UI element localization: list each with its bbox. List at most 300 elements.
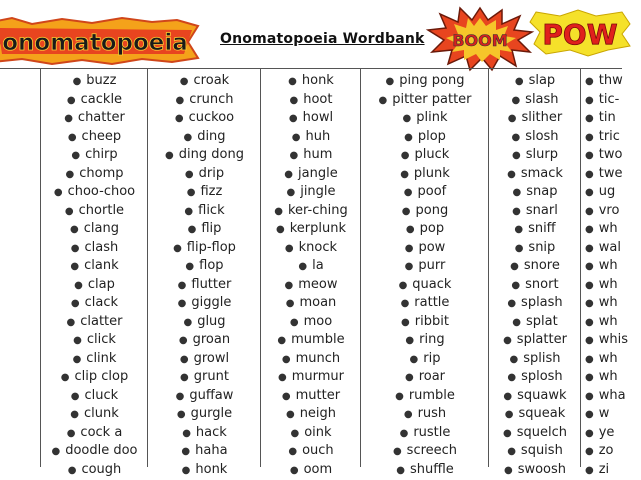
column-1 [40,69,148,477]
bullet-icon: ● [503,390,513,402]
bullet-icon: ● [585,94,594,106]
word-text: wh [598,369,618,384]
word-text: la [312,258,324,273]
bullet-icon: ● [183,131,193,143]
word-item [148,146,261,165]
bullet-icon: ● [585,150,594,161]
bullet-icon: ● [585,224,594,235]
word-item [585,91,641,110]
word-item [261,165,361,184]
bullet-icon: ● [182,427,191,439]
bullet-icon: ● [400,168,409,180]
word-text: vro [598,202,620,218]
bullet-icon: ● [405,224,415,235]
word-text: doodle doo [65,443,138,458]
word-item [41,146,148,165]
bullet-icon: ● [402,113,412,124]
bullet-icon: ● [74,279,83,291]
bullet-icon: ● [512,205,521,217]
bullet-icon: ● [281,353,291,365]
word-item [585,202,641,221]
word-item [0,331,40,350]
word-text: twe [598,165,623,181]
word-item [585,368,641,387]
bullet-icon: ● [503,464,513,476]
word-text: ug [598,184,616,199]
word-item [585,424,641,443]
word-item [361,294,489,313]
word-item [41,387,148,406]
word-text: chomp [79,165,124,181]
bullet-icon: ● [173,242,182,254]
word-item [0,165,40,184]
word-text: jingle [300,184,336,199]
word-item [148,257,261,276]
word-item [148,165,261,184]
bullet-icon: ● [585,409,594,420]
bullet-icon: ● [585,316,594,328]
word-item [361,461,489,480]
word-item [585,109,641,128]
bullet-icon: ● [175,94,185,106]
word-item [261,424,361,443]
word-item [361,183,489,202]
word-text: snarl [525,202,558,218]
bullet-icon: ● [72,353,82,365]
word-item [585,294,641,313]
bullet-icon: ● [65,168,75,180]
bullet-icon: ● [183,316,193,328]
word-text: tic- [598,91,620,107]
word-item [41,313,148,332]
word-text: squawk [517,387,567,403]
word-item [0,72,40,91]
word-text: pong [415,202,449,218]
bullet-icon: ● [585,187,594,198]
bullet-icon: ● [51,446,61,457]
word-text: croak [193,73,230,88]
word-text: clank [84,258,119,273]
bullet-icon: ● [585,168,594,180]
word-item [361,91,489,110]
bullet-icon: ● [503,427,512,439]
word-item [489,276,581,295]
onomatopoeia-logo [0,18,198,64]
word-item [148,276,261,295]
word-item [41,350,148,369]
bullet-icon: ● [400,150,410,161]
bullet-icon: ● [60,372,70,383]
word-item [585,461,641,480]
bullet-icon: ● [72,76,82,87]
column-4 [360,69,489,477]
word-text: rip [423,350,441,366]
word-text: crunch [189,91,234,107]
bullet-icon: ● [404,242,414,254]
bullet-icon: ● [507,298,517,309]
bullet-icon: ● [181,464,191,476]
word-item [0,146,40,165]
bullet-icon: ● [277,372,287,383]
word-text: slash [525,91,559,107]
word-text: wha [598,387,626,403]
word-item [361,257,489,276]
word-item [361,387,489,406]
word-item [261,202,361,221]
word-text: slap [528,73,556,88]
word-item [585,165,641,184]
word-item [361,350,489,369]
word-text: pitter patter [392,91,472,107]
word-item [585,331,641,350]
word-item [489,350,581,369]
word-item [585,220,641,239]
word-text: meow [298,276,338,292]
word-item [41,257,148,276]
word-item [361,165,489,184]
word-text: clap [87,276,115,292]
word-item [585,257,641,276]
bullet-icon: ● [284,242,294,254]
bullet-icon: ● [507,113,517,124]
page-title: Onomatopoeia Wordbank [220,31,425,47]
word-text: shuffle [409,461,454,477]
bullet-icon: ● [401,205,411,217]
word-item [489,146,581,165]
word-item [361,313,489,332]
bullet-icon: ● [512,316,522,328]
word-text: wh [598,313,618,329]
word-text: guffaw [189,387,234,403]
bullet-icon: ● [398,279,408,291]
word-item [41,72,148,91]
bullet-icon: ● [73,335,82,346]
word-item [0,350,40,369]
bullet-icon: ● [70,409,79,420]
bullet-icon: ● [70,298,80,309]
word-text: honk [301,73,334,88]
bullet-icon: ● [286,187,296,198]
word-item [261,350,361,369]
word-text: clack [84,295,119,310]
word-text: rustle [413,424,451,440]
bullet-icon: ● [511,94,521,106]
boom-logo [428,8,532,70]
word-item [261,146,361,165]
word-text: poof [417,184,447,199]
word-text: squelch [516,424,567,440]
bullet-icon: ● [284,168,294,180]
word-item [361,442,489,461]
word-item [489,165,581,184]
word-text: ding [197,128,226,144]
bullet-icon: ● [514,224,524,235]
word-item [0,220,40,239]
word-text: smack [520,165,563,181]
word-item [361,405,489,424]
word-text: snip [528,239,556,255]
word-text: squeak [518,406,566,421]
bullet-icon: ● [53,187,63,198]
word-text: rattle [414,295,450,310]
word-text: jangle [298,165,338,181]
word-item [261,109,361,128]
bullet-icon: ● [181,446,191,457]
word-item [489,294,581,313]
word-text: splish [523,350,561,366]
word-text: splosh [521,369,563,384]
word-item [489,387,581,406]
word-item [489,91,581,110]
word-text: snore [523,258,560,273]
word-item [41,424,148,443]
word-item [148,387,261,406]
word-item [585,442,641,461]
word-text: wh [598,350,618,366]
bullet-icon: ● [585,205,594,217]
header [0,0,622,68]
word-text: ping pong [399,73,465,88]
word-item [148,461,261,480]
word-item [261,368,361,387]
word-text: plop [417,128,446,144]
word-text: wal [598,239,621,255]
word-text: murmur [291,369,344,384]
word-text: splash [521,295,563,310]
bullet-icon: ● [289,316,299,328]
bullet-icon: ● [290,427,300,439]
bullet-icon: ● [165,150,174,161]
word-text: buzz [86,73,117,88]
word-item [0,387,40,406]
bullet-icon: ● [395,390,404,402]
word-item [585,387,641,406]
bullet-icon: ● [512,187,522,198]
bullet-icon: ● [298,261,308,272]
column-3 [260,69,361,477]
bullet-icon: ● [178,335,188,346]
word-text: splatter [516,332,567,347]
word-text: flick [198,202,225,218]
word-item [41,109,148,128]
word-text: two [598,147,623,162]
word-text: howl [302,110,334,125]
bullet-icon: ● [585,335,594,346]
bullet-icon: ● [585,372,594,383]
onomatopoeia-logo-text: onomatopoeia [2,30,188,56]
word-text: fizz [200,184,223,199]
word-text: munch [295,350,341,366]
word-text: hoot [303,91,333,107]
word-item [148,405,261,424]
word-item [261,220,361,239]
word-item [361,202,489,221]
bullet-icon: ● [70,390,80,402]
word-text: ring [419,332,445,347]
word-item [261,442,361,461]
bullet-icon: ● [175,390,185,402]
word-text: squish [520,443,563,458]
word-text: hack [195,424,227,440]
bullet-icon: ● [70,224,79,235]
word-item [41,202,148,221]
word-text: rush [417,406,447,421]
bullet-icon: ● [585,131,594,143]
bullet-icon: ● [585,242,594,254]
bullet-icon: ● [403,409,413,420]
word-item [489,239,581,258]
word-item [361,72,489,91]
word-text: sniff [528,221,556,236]
word-text: giggle [191,295,232,310]
word-item [148,239,261,258]
bullet-icon: ● [392,446,402,457]
bullet-icon: ● [409,353,419,365]
bullet-icon: ● [585,446,594,457]
word-item [0,405,40,424]
column-2 [147,69,261,477]
word-text: wh [598,258,618,273]
word-text: tin [598,110,616,125]
word-item [489,313,581,332]
word-item [489,331,581,350]
word-item [361,368,489,387]
pow-logo-text: POW [542,18,618,51]
column-0 [0,69,40,467]
word-text: ding dong [178,147,244,162]
word-text: groan [192,332,231,347]
word-text: chatter [77,110,125,125]
word-item [0,313,40,332]
word-text: ribbit [414,313,449,329]
word-item [41,276,148,295]
bullet-icon: ● [184,205,194,217]
bullet-icon: ● [288,76,297,87]
word-text: growl [193,350,230,366]
word-text: flop [199,258,224,273]
bullet-icon: ● [585,113,594,124]
word-text: slosh [525,128,559,144]
bullet-icon: ● [503,335,512,346]
word-item [148,72,261,91]
word-item [0,294,40,313]
word-text: mumble [291,332,345,347]
word-item [41,331,148,350]
word-item [148,220,261,239]
word-text: choo-choo [67,184,136,199]
word-text: moo [303,313,333,329]
word-item [261,239,361,258]
word-item [585,146,641,165]
boom-logo-text: BOOM [452,31,508,50]
word-text: purr [418,258,446,273]
word-item [261,461,361,480]
word-text: mutter [295,387,341,403]
bullet-icon: ● [174,113,184,124]
bullet-icon: ● [514,242,524,254]
word-text: clang [83,221,119,236]
bullet-icon: ● [378,94,388,106]
bullet-icon: ● [180,372,189,383]
bullet-icon: ● [400,298,410,309]
word-item [585,239,641,258]
word-item [148,442,261,461]
bullet-icon: ● [179,76,189,87]
word-text: oink [304,424,332,440]
word-item [261,405,361,424]
word-item [261,313,361,332]
word-text: cackle [80,91,123,107]
column-5 [488,69,581,477]
word-item [148,183,261,202]
bullet-icon: ● [385,76,395,87]
word-item [489,257,581,276]
word-item [0,109,40,128]
word-item [261,72,361,91]
word-text: rumble [408,387,455,403]
word-text: clash [84,239,119,255]
word-text: gurgle [190,406,233,421]
word-item [361,146,489,165]
word-item [148,202,261,221]
bullet-icon: ● [405,335,415,346]
word-item [261,128,361,147]
bullet-icon: ● [585,76,594,87]
bullet-icon: ● [585,427,594,439]
bullet-icon: ● [399,427,409,439]
word-text: quack [412,276,452,292]
bullet-icon: ● [285,409,295,420]
bullet-icon: ● [67,131,77,143]
word-text: wh [598,221,618,236]
word-item [585,350,641,369]
word-text: roar [418,369,446,384]
word-item [489,220,581,239]
word-item [261,387,361,406]
word-text: oom [303,461,333,477]
bullet-icon: ● [401,316,410,328]
word-item [0,368,40,387]
word-item [489,109,581,128]
word-text: haha [195,443,228,458]
word-item [41,461,148,480]
word-text: snap [526,184,558,199]
bullet-icon: ● [275,224,285,235]
word-item [489,442,581,461]
word-text: flip [201,221,222,236]
bullet-icon: ● [585,353,594,365]
word-item [261,331,361,350]
word-text: clunk [83,406,119,421]
word-item [489,405,581,424]
word-text: kerplunk [289,221,346,236]
word-item [148,331,261,350]
word-text: chortle [78,202,125,218]
word-item [0,128,40,147]
bullet-icon: ● [511,279,521,291]
word-item [0,257,40,276]
bullet-icon: ● [285,298,295,309]
word-text: chirp [85,147,118,162]
word-text: whis [598,332,628,347]
pow-logo [530,10,630,56]
word-item [0,202,40,221]
word-item [0,183,40,202]
bullet-icon: ● [585,390,594,402]
word-item [41,368,148,387]
word-text: drip [198,165,225,181]
word-item [261,91,361,110]
